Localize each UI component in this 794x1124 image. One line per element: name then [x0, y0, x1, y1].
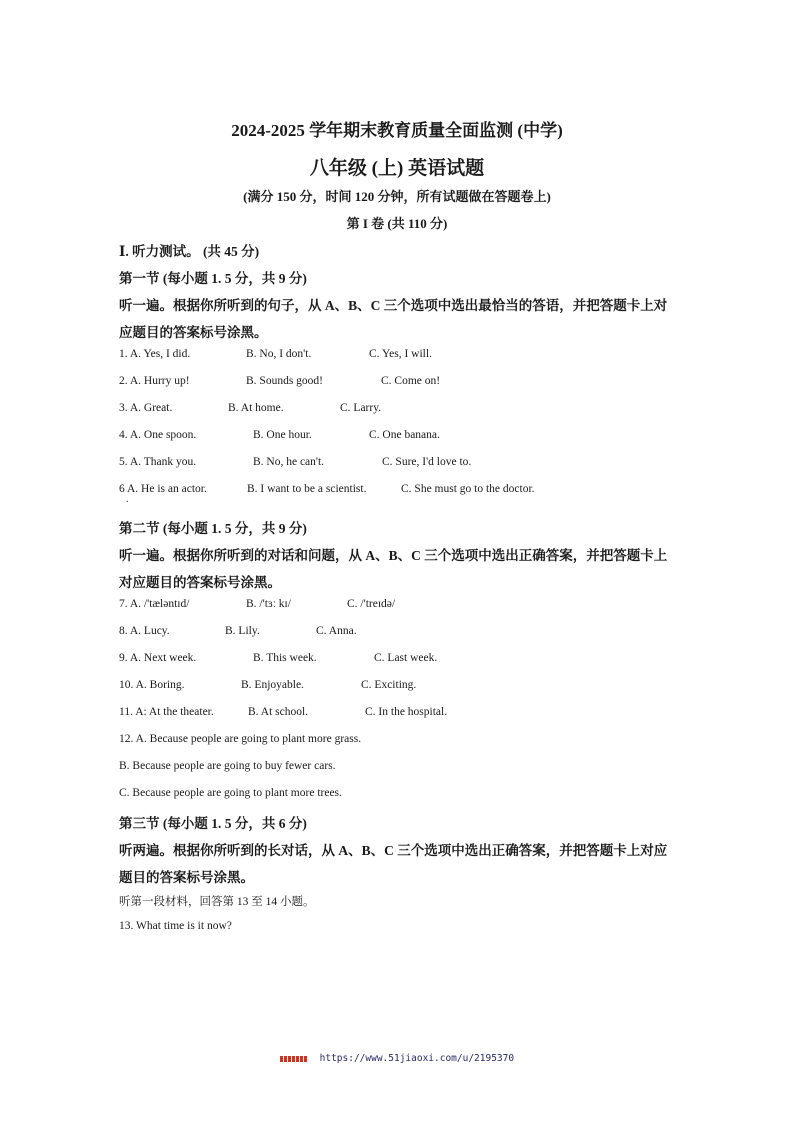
q4-option-b: B. One hour.	[253, 429, 312, 441]
q6-option-a: 6 A. He is an actor.	[119, 483, 207, 495]
volume-heading: 第 I 卷 (共 110 分)	[346, 216, 448, 231]
q6-stray-dot: .	[126, 494, 129, 505]
section1-instruction-line2: 应题目的答案标号涂黑。	[119, 325, 268, 340]
footer-url[interactable]: https://www.51jiaoxi.com/u/2195370	[319, 1053, 515, 1064]
q9-option-a: 9. A. Next week.	[119, 652, 197, 664]
q1-option-b: B. No, I don't.	[246, 348, 312, 360]
q2-option-b: B. Sounds good!	[246, 375, 323, 387]
q5-option-c: C. Sure, I'd love to.	[382, 456, 472, 468]
exam-note: (满分 150 分，时间 120 分钟，所有试题做在答题卷上)	[243, 189, 551, 204]
q7-option-c: C. /'treɪdə/	[347, 598, 396, 610]
exam-subtitle: 八年级 (上) 英语试题	[309, 158, 485, 179]
section3-heading: 第三节 (每小题 1. 5 分，共 6 分)	[119, 816, 307, 831]
section1-instruction-line1: 听一遍。根据你所听到的句子，从 A、B、C 三个选项中选出最恰当的答语，并把答题卡上对	[119, 298, 668, 313]
q1-option-a: 1. A. Yes, I did.	[119, 348, 191, 360]
q10-option-b: B. Enjoyable.	[241, 679, 304, 691]
q8-option-a: 8. A. Lucy.	[119, 625, 170, 637]
q8-option-b: B. Lily.	[225, 625, 260, 637]
q4-option-c: C. One banana.	[369, 429, 440, 441]
q3-option-c: C. Larry.	[340, 402, 382, 414]
q7-option-a: 7. A. /'tæləntɪd/	[119, 598, 190, 610]
section2-heading: 第二节 (每小题 1. 5 分，共 9 分)	[119, 521, 307, 536]
q11-option-c: C. In the hospital.	[365, 706, 448, 718]
exam-title: 2024-2025 学年期末教育质量全面监测 (中学)	[231, 121, 563, 140]
q13-question: 13. What time is it now?	[119, 920, 232, 932]
q5-option-b: B. No, he can't.	[253, 456, 325, 468]
q12-option-a: 12. A. Because people are going to plant more grass.	[119, 733, 362, 745]
q2-option-c: C. Come on!	[381, 375, 441, 387]
footer	[0, 1053, 794, 1064]
q7-option-b: B. /'tɜː kɪ/	[246, 598, 291, 610]
q6-option-c: C. She must go to the doctor.	[401, 483, 535, 495]
section1-heading: 第一节 (每小题 1. 5 分，共 9 分)	[119, 271, 307, 286]
watermark-logo-icon	[280, 1056, 308, 1062]
q11-option-b: B. At school.	[248, 706, 309, 718]
q8-option-c: C. Anna.	[316, 625, 357, 637]
part1-heading: Ⅰ. 听力测试。 (共 45 分)	[119, 244, 260, 259]
section3-instruction-line1: 听两遍。根据你所听到的长对话，从 A、B、C 三个选项中选出正确答案，并把答题卡上对应	[119, 843, 668, 858]
q6-option-b: B. I want to be a scientist.	[247, 483, 367, 495]
q3-option-b: B. At home.	[228, 402, 284, 414]
q11-option-a: 11. A: At the theater.	[119, 706, 214, 718]
q3-option-a: 3. A. Great.	[119, 402, 173, 414]
section2-instruction-line1: 听一遍。根据你所听到的对话和问题，从 A、B、C 三个选项中选出正确答案，并把答题卡上	[119, 548, 668, 563]
q12-option-c: C. Because people are going to plant more trees.	[119, 787, 342, 799]
q10-option-a: 10. A. Boring.	[119, 679, 185, 691]
section2-instruction-line2: 对应题目的答案标号涂黑。	[119, 575, 281, 590]
q9-option-b: B. This week.	[253, 652, 317, 664]
q2-option-a: 2. A. Hurry up!	[119, 375, 190, 387]
section3-instruction-line2: 题目的答案标号涂黑。	[119, 870, 254, 885]
q12-option-b: B. Because people are going to buy fewer cars.	[119, 760, 336, 772]
section3-material-note: 听第一段材料，回答第 13 至 14 小题。	[119, 896, 315, 908]
q4-option-a: 4. A. One spoon.	[119, 429, 197, 441]
q1-option-c: C. Yes, I will.	[369, 348, 432, 360]
q9-option-c: C. Last week.	[374, 652, 438, 664]
q5-option-a: 5. A. Thank you.	[119, 456, 197, 468]
q10-option-c: C. Exciting.	[361, 679, 417, 691]
